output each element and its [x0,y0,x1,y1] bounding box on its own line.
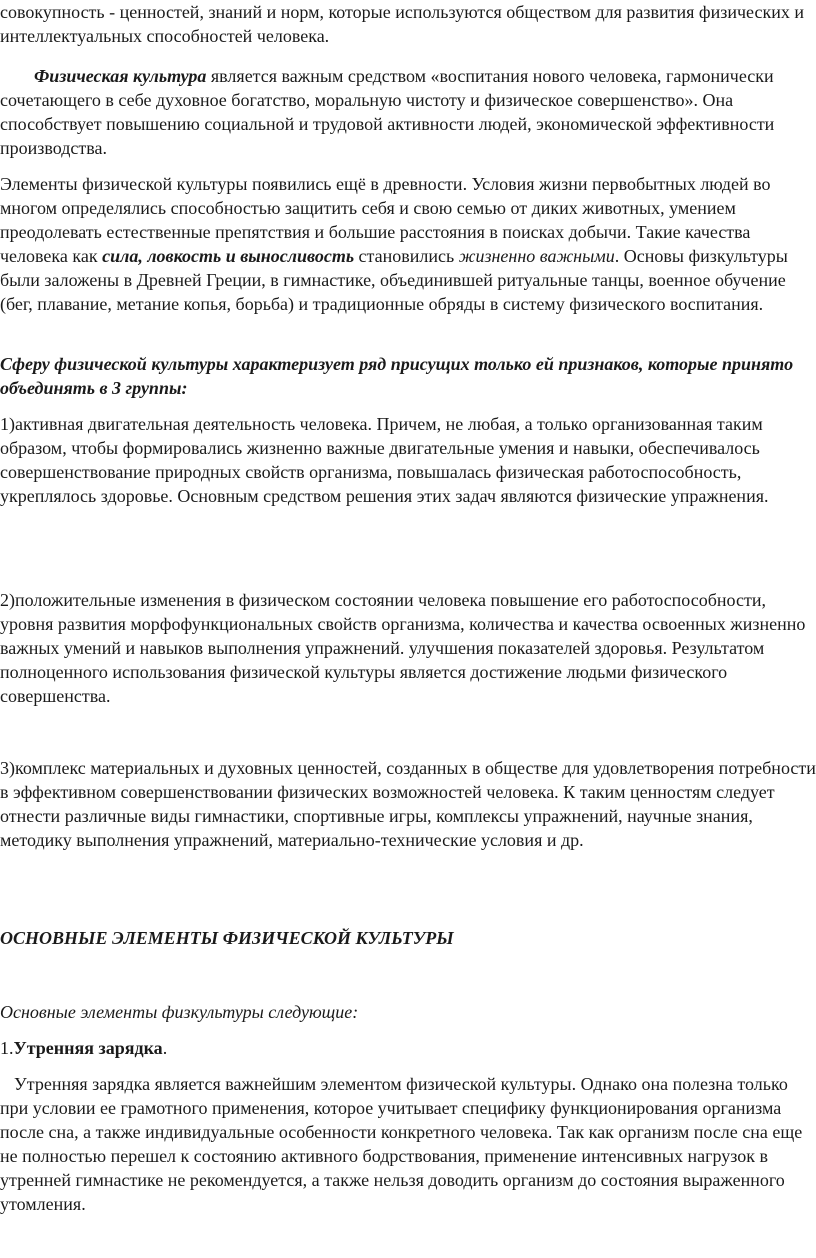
intro-text: совокупность - ценностей, знаний и норм, которые используются обществом для развития физических и интеллектуальных способностей человека. [0,2,804,46]
item-1-title: Утренняя зарядка [13,1038,163,1058]
history-qualities: сила, ловкость и выносливость [102,246,355,266]
definition-term: Физическая культура [34,66,207,86]
item-1-text: Утренняя зарядка является важнейшим элементом физической культуры. Однако она полезна только при условии ее грамотного применения, которое учитывает специфику функционирования организма после сна, а также индивидуальные особенности конкретного человека. Так как организм после сна еще не полностью перешел к состоянию активного бодрствования, применение интенсивных нагрузок в утренней гимнастике не рекомендуется, а также нельзя доводить организм до состояния выраженного утомления. [0,1074,803,1214]
definition-paragraph [0,64,816,160]
group-item-1: 1)активная двигательная деятельность человека. Причем, не любая, а только организованная таким образом, чтобы формировались жизненно важные двигательные умения и навыки, обеспечивалось совершенствование природных свойств организма, повышалась физическая работоспособность, укреплялось здоровье. Основным средством решения этих задач являются физические упражнения. [0,414,769,506]
group-item-3: 3)комплекс материальных и духовных ценностей, созданных в обществе для удовлетворения потребности в эффективном совершенствовании физических возможностей человека. К таким ценностям следует отнести различные виды гимнастики, спортивные игры, комплексы упражнений, научные знания, методику выполнения упражнений, материально-технические условия и др. [0,758,816,850]
history-text-1: Элементы физической культуры появились ещё в древности. Условия жизни первобытных людей во многом определялись способностью защитить себя и свою семью от диких животных, умением преодолевать естественные препятствия и большие расстояния в поисках добычи. Такие качества человека как [0,174,771,266]
item-1-number: 1. [0,1038,14,1058]
groups-heading: Сферу физической культуры характеризует ряд присущих только ей признаков, которые принято объединять в 3 группы: [0,354,794,398]
intro-paragraph [0,0,816,48]
item-1-heading [0,1036,816,1060]
history-text-2: становились [354,246,459,266]
history-paragraph [0,172,816,316]
definition-text: является важным средством «воспитания нового человека, гармонически сочетающего в себе духовное богатство, моральную чистоту и физическое совершенство». Она способствует повышению социальной и трудовой активности людей, экономической эффективности производства. [0,66,775,158]
elements-intro: Основные элементы физкультуры следующие: [0,1002,359,1022]
group-item-2: 2)положительные изменения в физическом состоянии человека повышение его работоспособности, уровня развития морфофункциональных свойств организма, количества и качества освоенных жизненно важных умений и навыков выполнения упражнений. улучшения показателей здоровья. Результатом полноценного использования физической культуры является достижение людьми физического совершенства. [0,590,806,706]
section-title: ОСНОВНЫЕ ЭЛЕМЕНТЫ ФИЗИЧЕСКОЙ КУЛЬТУРЫ [0,928,454,948]
history-vital: жизненно важными [458,246,615,266]
history-text-3: . Основы физкультуры были заложены в Древней Греции, в гимнастике, объединившей ритуальные танцы, военное обучение (бег, плавание, метание копья, борьба) и традиционные обряды в систему физического воспитания. [0,246,788,314]
item-1-period: . [162,1038,168,1058]
